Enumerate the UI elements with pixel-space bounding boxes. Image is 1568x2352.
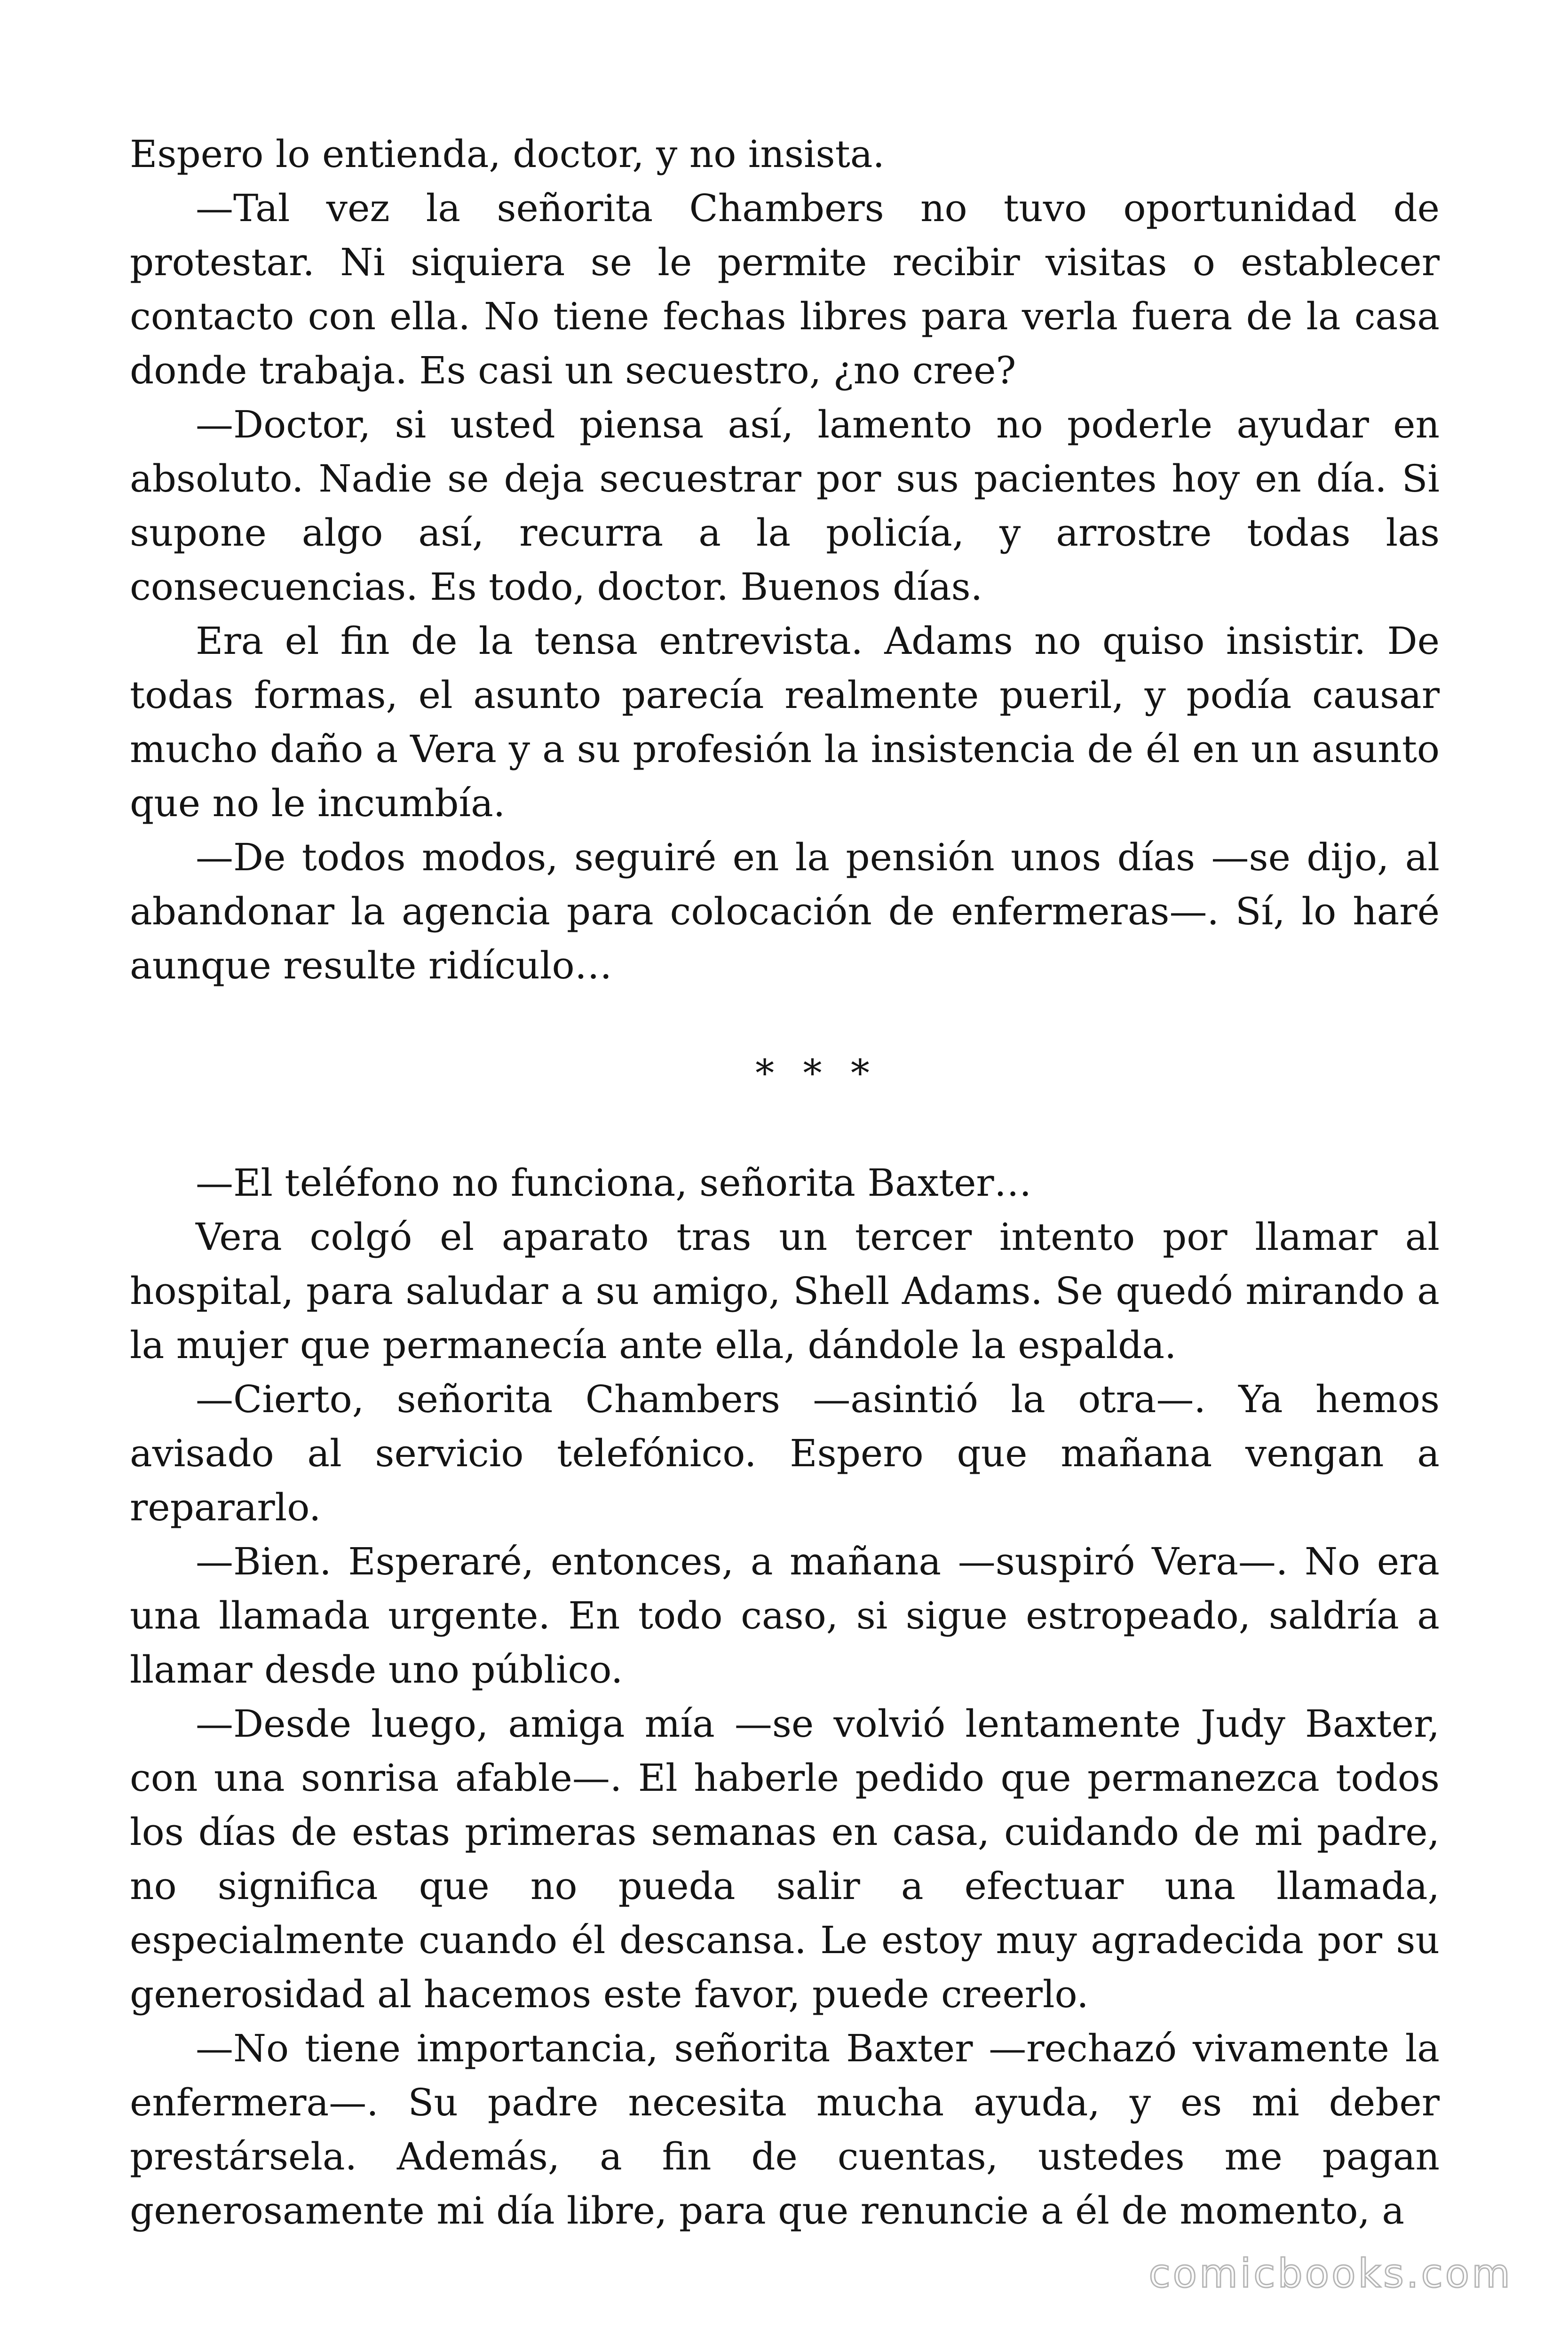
paragraph: —Bien. Esperaré, entonces, a mañana —suspiró Vera—. No era una llamada urgente. En todo caso, si sigue estropeado, saldría a llamar desde uno público. bbox=[130, 1540, 1440, 1692]
body-text bbox=[130, 127, 1440, 2238]
paragraph: Espero lo entienda, doctor, y no insista. bbox=[130, 132, 885, 176]
paragraph: —Tal vez la señorita Chambers no tuvo oportunidad de protestar. Ni siquiera se le permite recibir visitas o establecer contacto con ella. No tiene fechas libres para verla fuera de la casa donde trabaja. Es casi un secuestro, ¿no cree? bbox=[130, 186, 1440, 392]
paragraph: —No tiene importancia, señorita Baxter —rechazó vivamente la enfermera—. Su padre necesita mucha ayuda, y es mi deber prestársela. Además, a fin de cuentas, ustedes me pagan generosamente mi día libre, para que renuncie a él de momento, a bbox=[130, 2026, 1440, 2233]
paragraph: Era el fin de la tensa entrevista. Adams no quiso insistir. De todas formas, el asunto parecía realmente pueril, y podía causar mucho daño a Vera y a su profesión la insistencia de él en un asunto que no le incumbía. bbox=[130, 619, 1440, 825]
paragraph: —Doctor, si usted piensa así, lamento no poderle ayudar en absoluto. Nadie se deja secuestrar por sus pacientes hoy en día. Si supone algo así, recurra a la policía, y arrostre todas las consecuencias. Es todo, doctor. Buenos días. bbox=[130, 403, 1440, 609]
paragraph: —Desde luego, amiga mía —se volvió lentamente Judy Baxter, con una sonrisa afable—. El haberle pedido que permanezca todos los días de estas primeras semanas en casa, cuidando de mi padre, no significa que no pueda salir a efectuar una llamada, especialmente cuando él descansa. Le estoy muy agradecida por su generosidad al hacemos este favor, puede creerlo. bbox=[130, 1702, 1440, 2016]
paragraph: —El teléfono no funciona, señorita Baxter… bbox=[196, 1161, 1032, 1205]
paragraph: —De todos modos, seguiré en la pensión unos días —se dijo, al abandonar la agencia para colocación de enfermeras—. Sí, lo haré aunque resulte ridículo… bbox=[130, 835, 1440, 987]
paragraph: —Cierto, señorita Chambers —asintió la otra—. Ya hemos avisado al servicio telefónico. Espero que mañana vengan a repararlo. bbox=[130, 1377, 1440, 1529]
section-separator: * * * bbox=[755, 1051, 878, 1095]
watermark: comicbooks.com bbox=[1148, 2250, 1513, 2296]
paragraph: Vera colgó el aparato tras un tercer intento por llamar al hospital, para saludar a su amigo, Shell Adams. Se quedó mirando a la mujer que permanecía ante ella, dándole la espalda. bbox=[130, 1215, 1440, 1367]
